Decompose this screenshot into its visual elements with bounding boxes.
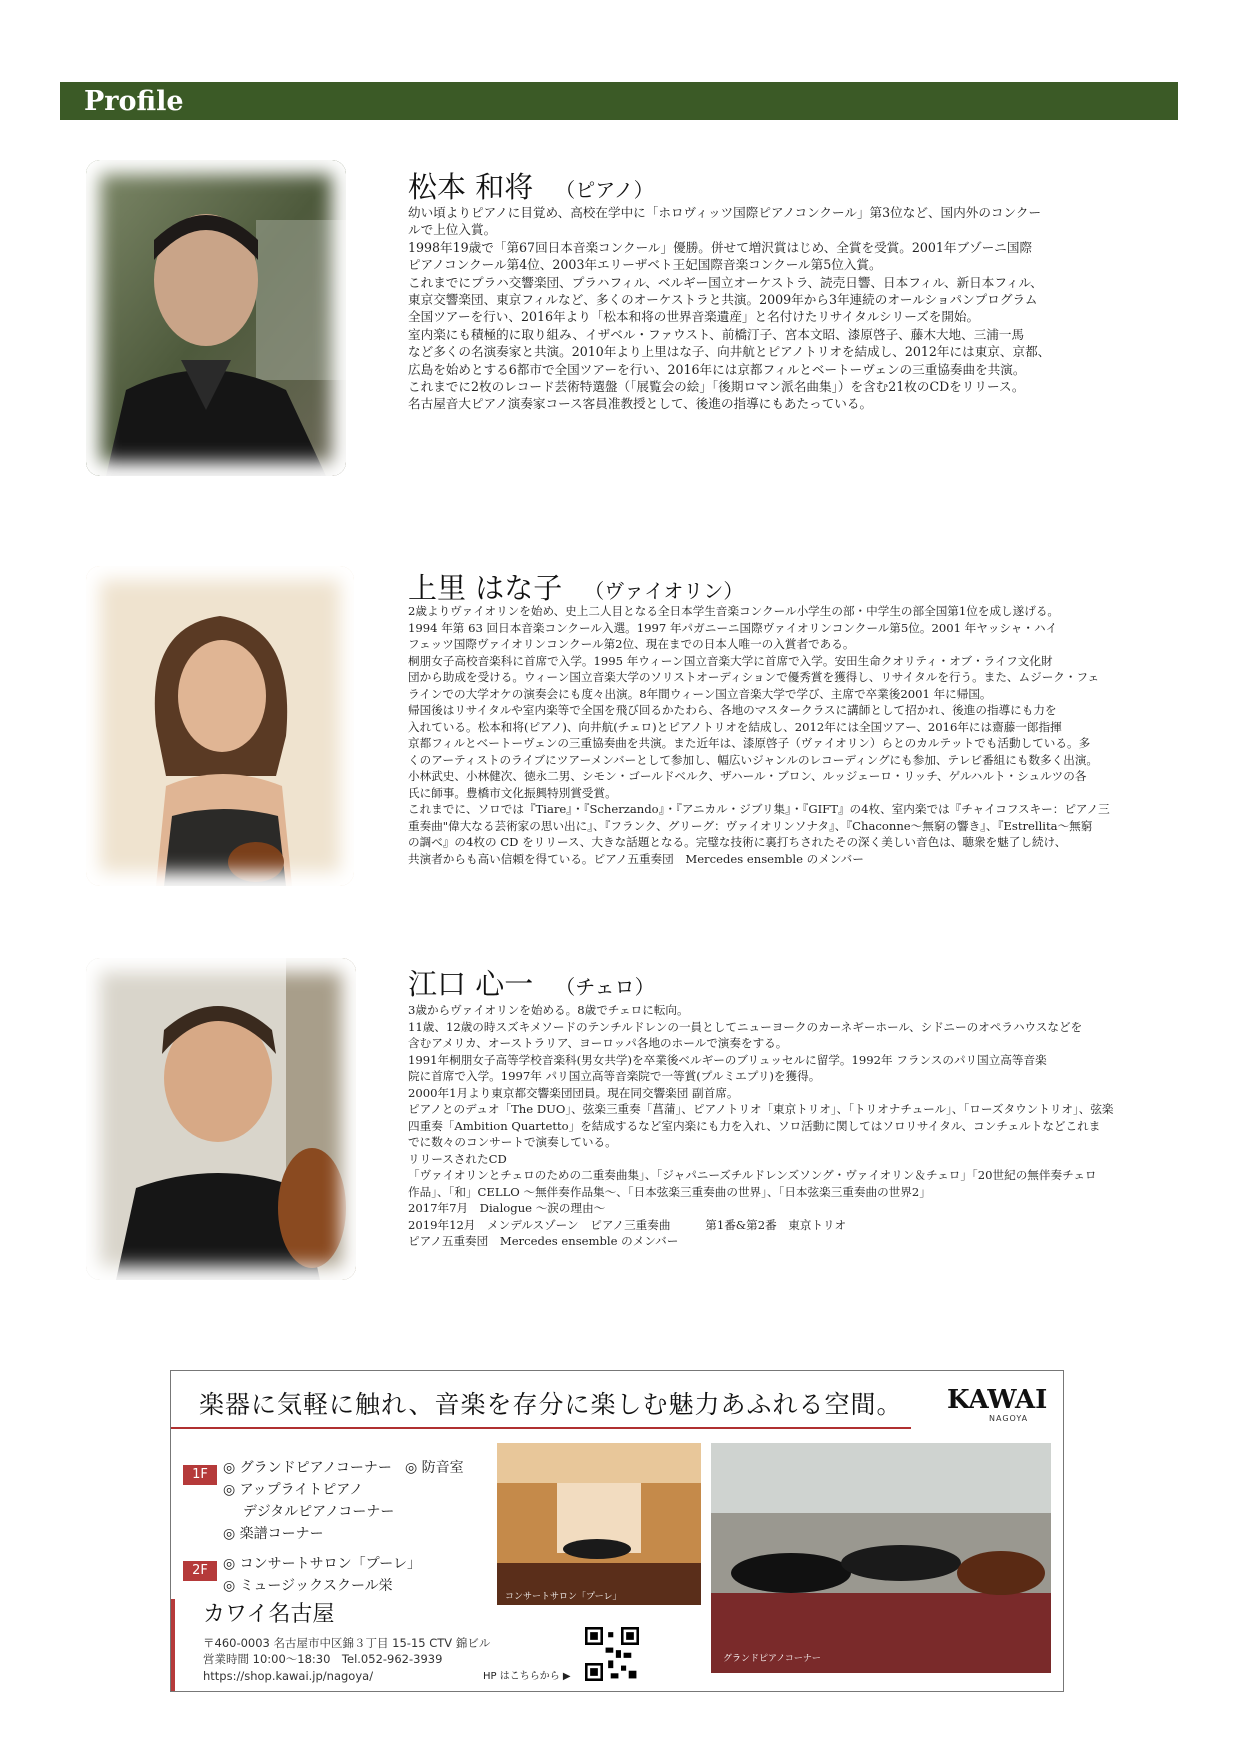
bio-line: 2000年1月より東京都交響楽団団員。現在同交響楽団 副首席。 <box>408 1085 739 1100</box>
bio-line: 広島を始めとする6都市で全国ツアーを行い、2016年には京都フィルとベートーヴェンの三重協奏曲を共演。 <box>408 361 1026 377</box>
bio-line: 作品」、「和」CELLO ～無伴奏作品集～、「日本弦楽三重奏曲の世界」、「日本弦楽三重奏曲の世界2」 <box>408 1184 931 1199</box>
cellist-bio <box>408 1002 1178 1250</box>
cellist-photo <box>86 958 356 1280</box>
bio-line: 帰国後はリサイタルや室内楽等で全国を飛び回るかたわら、各地のマスタークラスに講師として招かれ、後進の指導にも力を <box>408 703 1057 717</box>
bio-line: 11歳、12歳の時スズキメソードのテンチルドレンの一員としてニューヨークのカーネギーホール、シドニーのオペラハウスなどを <box>408 1019 1083 1034</box>
bio-line: の調べ』の4枚の CD をリリース、大きな話題となる。完璧な技術に裏打ちされたその深く美しい音色は、聴衆を魅了し続け、 <box>408 835 1067 849</box>
violinist-name-text: 上里 はな子 <box>408 571 563 605</box>
bio-line: 2017年7月 Dialogue ～涙の理由～ <box>408 1201 606 1215</box>
bio-line: これまでにプラハ交響楽団、プラハフィル、ベルギー国立オーケストラ、読売日響、日本フィル、新日本フィル、 <box>408 274 1043 290</box>
floor-2-tag: 2F <box>183 1561 217 1581</box>
bio-line: 入れている。松本和将(ピアノ)、向井航(チェロ)とピアノトリオを結成し、2012年には全国ツアー、2016年には齋藤一郎指揮 <box>408 719 1062 734</box>
ad-divider <box>171 1427 911 1429</box>
kawai-logo-sub: NAGOYA <box>989 1414 1029 1423</box>
store-address: 〒460-0003 名古屋市中区錦３丁目 15-15 CTV 錦ビル <box>203 1636 491 1650</box>
bio-line: 1994 年第 63 回日本音楽コンクール入選。1997 年パガニーニ国際ヴァイオリンコンクール第5位。2001 年ヤッシャ・ハイ <box>408 620 1058 635</box>
bio-line: 2歳よりヴァイオリンを始め、史上二人目となる全日本学生音楽コンクール小学生の部・中学生の部全国第1位を成し遂げる。 <box>408 604 1060 618</box>
pianist-bio <box>408 204 1168 413</box>
bio-line: 1998年19歳で「第67回日本音楽コンクール」優勝。併せて増沢賞はじめ、全賞を受賞。2001年ブゾーニ国際 <box>408 239 1033 255</box>
bio-line: リリースされたCD <box>408 1151 507 1166</box>
bio-line: 幼い頃よりピアノに目覚め、高校在学中に「ホロヴィッツ国際ピアノコンクール」第3位など、国内外のコンクー <box>408 205 1042 220</box>
bio-line: 共演者からも高い信頼を得ている。ピアノ五重奏団 Mercedes ensemble のメンバー <box>408 851 864 866</box>
cellist-name-text: 江口 心一 <box>408 967 534 1001</box>
bio-line: これまでに、ソロでは『Tiare』・『Scherzando』・『アニカル・ジブリ集』・『GIFT』の4枚、室内楽では『チャイコフスキー：ピアノ三 <box>408 802 1110 816</box>
kawai-advertisement <box>170 1370 1064 1692</box>
store-hours: 営業時間 10:00～18:30 Tel.052-962-3939 <box>203 1652 443 1666</box>
bio-line: 京都フィルとベートーヴェンの三重協奏曲を共演。また近年は、漆原啓子（ヴァイオリン）らとのカルテットでも活動している。多 <box>408 736 1091 750</box>
bio-line: ピアノとのデュオ「The DUO」、弦楽三重奏「菖蒲」、ピアノトリオ「東京トリオ」、「トリオナチュール」、「ローズタウントリオ」、弦楽 <box>408 1102 1114 1116</box>
bio-line: 含むアメリカ、オーストラリア、ヨーロッパ各地のホールで演奏をする。 <box>408 1036 788 1050</box>
bio-line: 団から助成を受ける。ウィーン国立音楽大学のソリストオーディションで優秀賞を獲得し、リサイタルを行う。また、ムジーク・フェ <box>408 670 1100 684</box>
concert-salon-caption: コンサートサロン「プーレ」 <box>505 1592 622 1602</box>
bio-line: でに数々のコンサートで演奏している。 <box>408 1135 617 1149</box>
pianist-name <box>408 165 654 206</box>
bio-line: 室内楽にも積極的に取り組み、イザベル・ファウスト、前橋汀子、宮本文昭、漆原啓子、藤木大地、三浦一馬 <box>408 326 1025 342</box>
cellist-name <box>408 962 655 1003</box>
bio-line: 1991年桐朋女子高等学校音楽科(男女共学)を卒業後ベルギーのブリュッセルに留学。1992年 フランスのパリ国立高等音楽 <box>408 1052 1047 1067</box>
store-accent-bar <box>171 1599 175 1691</box>
violinist-photo <box>86 566 354 886</box>
bio-line: 院に首席で入学。1997年 パリ国立高等音楽院で一等賞(プルミエプリ)を獲得。 <box>408 1069 821 1083</box>
bio-line: これまでに2枚のレコード芸術特選盤（「展覧会の絵」「後期ロマン派名曲集」）を含む21枚のCDをリリース。 <box>408 379 1025 395</box>
store-url[interactable]: https://shop.kawai.jp/nagoya/ <box>203 1669 374 1683</box>
bio-line: 名古屋音大ピアノ演奏家コース客員准教授として、後進の指導にもあたっている。 <box>408 396 873 412</box>
floor-1-item: ◎ 楽譜コーナー <box>223 1526 324 1542</box>
floor-1-item: ◎ グランドピアノコーナー <box>223 1460 392 1476</box>
store-name: カワイ名古屋 <box>203 1602 335 1627</box>
pianist-photo <box>86 160 346 476</box>
floor-2-item: ◎ ミュージックスクール栄 <box>223 1578 393 1594</box>
bio-line: ピアノコンクール第4位、2003年エリーザベト王妃国際音楽コンクール第5位入賞。 <box>408 257 882 273</box>
bio-line: 四重奏「Ambition Quartetto」を結成するなど室内楽にも力を入れ、ソロ活動に関してはソロリサイタル、コンチェルトなどこれま <box>408 1118 1101 1133</box>
bio-line: くのアーティストのライブにツアーメンバーとして参加し、幅広いジャンルのレコーディングにも参加、テレビ番組にも数多く出演。 <box>408 752 1099 767</box>
floor-2-item: ◎ コンサートサロン「プーレ」 <box>223 1556 421 1572</box>
violinist-name <box>408 566 743 607</box>
pianist-instrument: （ピアノ） <box>555 178 654 202</box>
kawai-logo: KAWAI <box>947 1385 1048 1415</box>
floor-1-tag: 1F <box>183 1465 217 1485</box>
bio-line: フェッツ国際ヴァイオリンコンクール第2位、現在までの日本人唯一の入賞者である。 <box>408 637 855 651</box>
bio-line: ピアノ五重奏団 Mercedes ensemble のメンバー <box>408 1234 679 1248</box>
bio-line: 東京交響楽団、東京フィルなど、多くのオーケストラと共演。2009年から3年連続のオールショパンプログラム <box>408 292 1038 308</box>
qr-code-icon[interactable] <box>585 1627 639 1681</box>
floor-1-item: ◎ アップライトピアノ <box>223 1482 364 1498</box>
bio-line: 3歳からヴァイオリンを始める。8歳でチェロに転向。 <box>408 1003 689 1017</box>
concert-salon-photo <box>497 1443 701 1605</box>
floor-1-item: デジタルピアノコーナー <box>243 1504 395 1520</box>
bio-line: ルで上位入賞。 <box>408 222 497 238</box>
pianist-name-text: 松本 和将 <box>408 170 534 204</box>
violinist-instrument: （ヴァイオリン） <box>584 579 744 603</box>
section-header-bar <box>60 82 1178 120</box>
bio-line: 2019年12月 メンデルスゾーン ピアノ三重奏曲 第1番&第2番 東京トリオ <box>408 1217 847 1232</box>
ad-headline: 楽器に気軽に触れ、音楽を存分に楽しむ魅力あふれる空間。 <box>199 1390 903 1419</box>
bio-line: など多くの名演奏家と共演。2010年より上里はな子、向井航とピアノトリオを結成し、2012年には東京、京都、 <box>408 344 1051 360</box>
floor-1-item: ◎ 防音室 <box>405 1460 464 1476</box>
bio-line: 全国ツアーを行い、2016年より「松本和将の世界音楽遺産」と名付けたリサイタルシリーズを開始。 <box>408 309 980 325</box>
bio-line: 「ヴァイオリンとチェロのための二重奏曲集」、「ジャパニーズチルドレンズソング・ヴァイオリン＆チェロ」「20世紀の無伴奏チェロ <box>408 1168 1097 1182</box>
section-title: Profile <box>84 86 184 117</box>
bio-line: 小林武史、小林健次、徳永二男、シモン・ゴールドベルク、ザハール・ブロン、ルッジェーロ・リッチ、ゲルハルト・シュルツの各 <box>408 769 1087 783</box>
bio-line: 氏に師事。豊橋市文化振興特別賞受賞。 <box>408 785 617 800</box>
hp-link-label[interactable]: HP はこちらから ▶ <box>483 1671 571 1682</box>
bio-line: 重奏曲"偉大なる芸術家の思い出に』、『フランク、グリーグ：ヴァイオリンソナタ』、『Chaconne～無窮の響き』、『Estrellita～無窮 <box>408 818 1093 833</box>
bio-line: 桐朋女子高校音楽科に首席で入学。1995 年ウィーン国立音楽大学に首席で入学。安田生命クオリティ・オブ・ライフ文化財 <box>408 653 1053 668</box>
grand-piano-caption: グランドピアノコーナー <box>723 1654 821 1664</box>
bio-line: ラインでの大学オケの演奏会にも度々出演。8年間ウィーン国立音楽大学で学び、主席で卒業後2001 年に帰国。 <box>408 686 992 701</box>
grand-piano-corner-photo <box>711 1443 1051 1673</box>
cellist-instrument: （チェロ） <box>555 975 655 999</box>
violinist-bio <box>408 603 1178 867</box>
